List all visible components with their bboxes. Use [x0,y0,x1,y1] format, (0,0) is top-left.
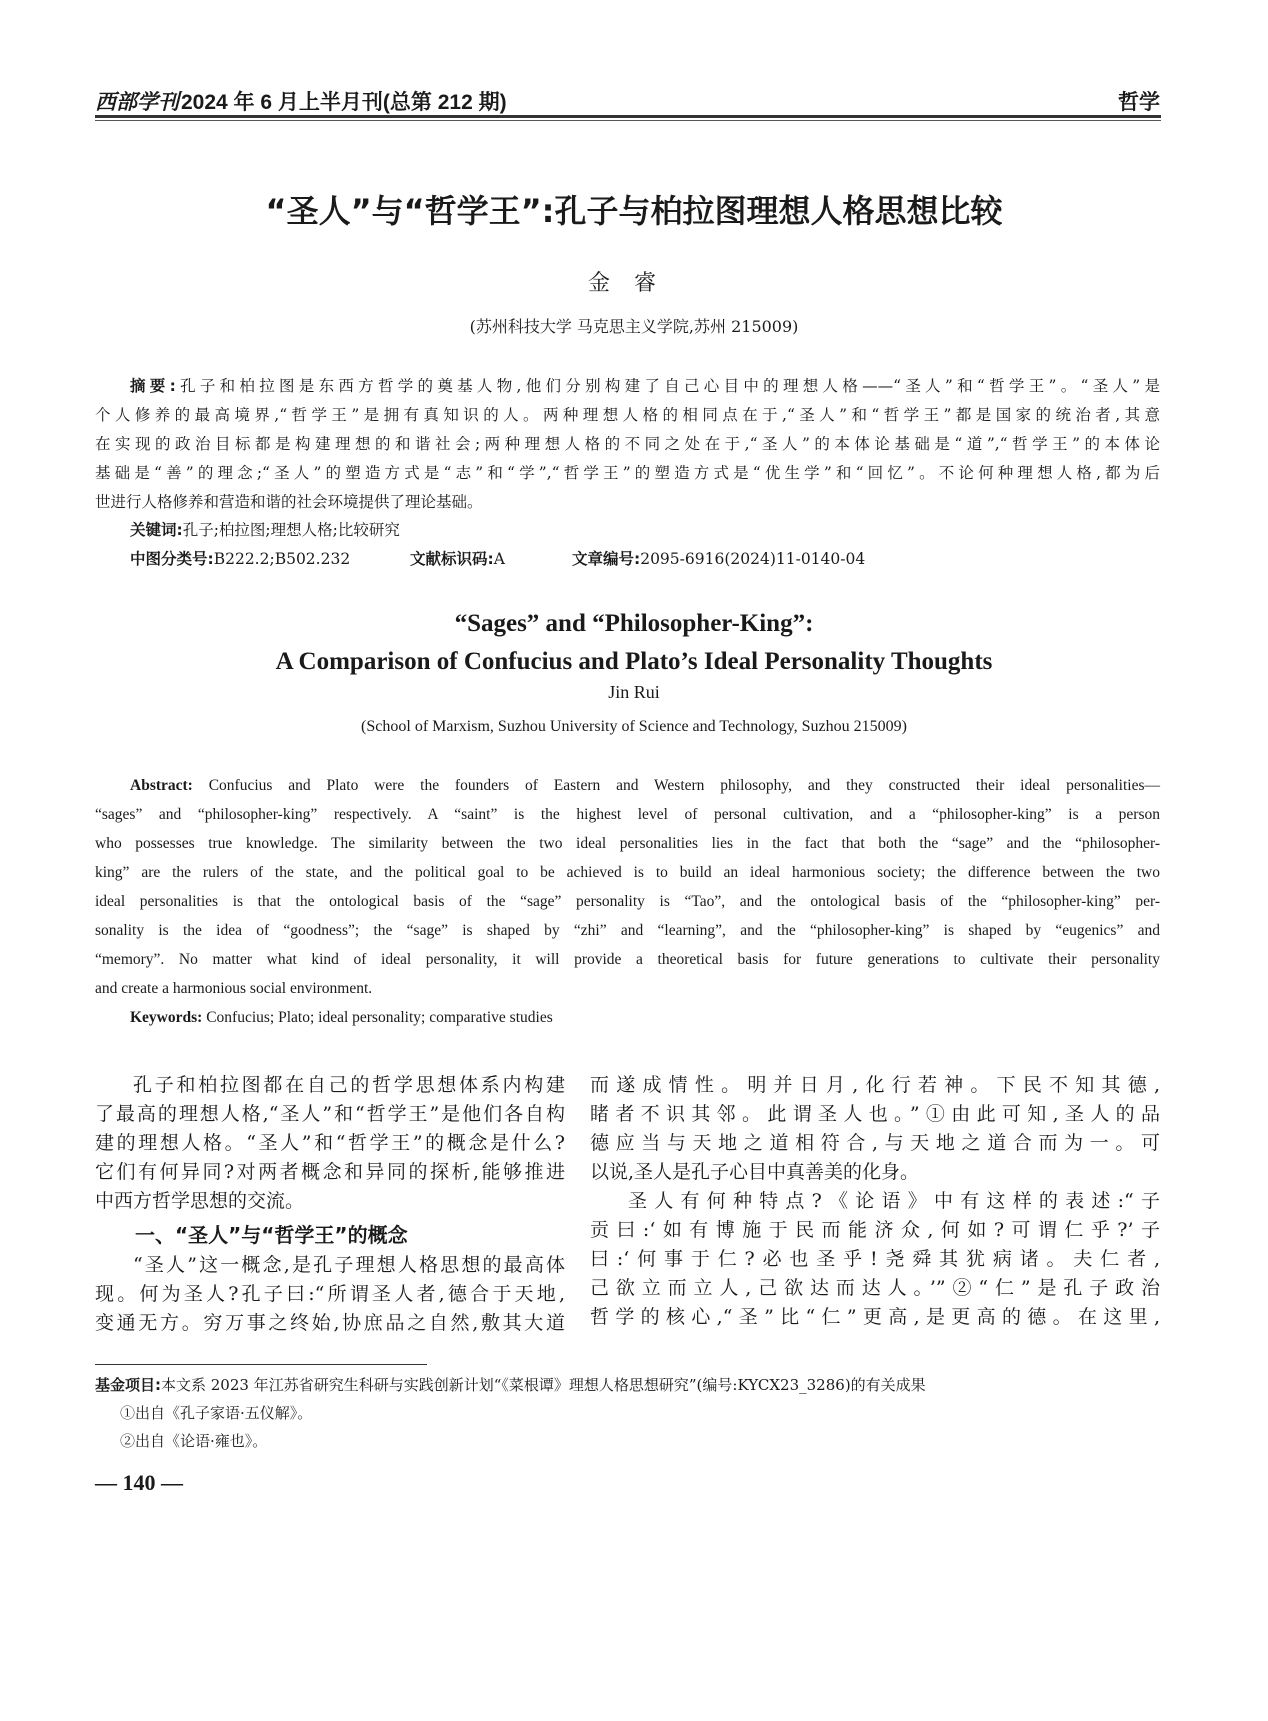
english-title-line-1: “Sages” and “Philosopher-King”: [454,610,814,637]
header-rule [95,115,1161,118]
abstract-en-line: sonality is the idea of “goodness”; the “sage” is shaped by “zhi” and “learning”, and the “philosopher-king” is shaped by “eugenics” and [95,922,1160,939]
body-left-line: 了最高的理想人格,“圣人”和“哲学王”是他们各自构 [95,1103,565,1125]
body-right-line: 己欲立而立人,己欲达而达人。’”②“仁”是孔子政治 [590,1277,1160,1299]
document-code [410,547,505,569]
article-title: “圣人”与“哲学王”:孔子与柏拉图理想人格思想比较 [265,192,1003,230]
body-right-line: 贡曰:‘如有博施于民而能济众,何如?可谓仁乎?’子 [590,1219,1160,1241]
body-left-line: “圣人”这一概念,是孔子理想人格思想的最高体 [133,1254,565,1276]
body-left-line: 中西方哲学思想的交流。 [95,1190,305,1212]
article-number [572,547,865,569]
body-right-line: 德应当与天地之道相符合,与天地之道合而为一。可 [590,1132,1160,1154]
abstract-zh-line: 世进行人格修养和营造和谐的社会环境提供了理论基础。 [95,493,483,511]
fund-label: 基金项目: [95,1376,161,1394]
abstract-en-line: king” are the rulers of the state, and the political goal to be achieved is to build an ideal harmonious society; the difference between the two [95,864,1160,881]
body-left-line: 现。何为圣人?孔子曰:“所谓圣人者,德合于天地, [95,1283,565,1305]
abstract-en-line: and create a harmonious social environment. [95,980,373,997]
doc-code-value: A [493,550,505,568]
body-left-line: 它们有何异同?对两者概念和异同的探析,能够推进 [95,1161,565,1183]
section-heading: 一、“圣人”与“哲学王”的概念 [135,1223,408,1247]
body-right-line: 哲学的核心,“圣”比“仁”更高,是更高的德。在这里, [590,1306,1160,1328]
abstract-en-line: “sages” and “philosopher-king” respectively. A “saint” is the highest level of personal cultivation, and a “philosopher-king” is a person [95,806,1160,823]
body-right-line: 圣人有何种特点?《论语》中有这样的表述:“子 [628,1190,1160,1212]
body-left-line: 孔子和柏拉图都在自己的哲学思想体系内构建 [133,1074,565,1096]
keywords-en [130,1009,553,1027]
article-number-value: 2095-6916(2024)11-0140-04 [640,550,866,568]
body-right-line: 曰:‘何事于仁?必也圣乎!尧舜其犹病诸。夫仁者, [590,1248,1160,1270]
english-author: Jin Rui [608,682,660,702]
doc-code-label: 文献标识码: [410,550,494,568]
body-right-line: 而遂成情性。明并日月,化行若神。下民不知其德, [590,1074,1160,1096]
abstract-zh-line: 个人修养的最高境界,“哲学王”是拥有真知识的人。两种理想人格的相同点在于,“圣人”和“哲学王”都是国家的统治者,其意 [95,406,1160,424]
author-affiliation: (苏州科技大学 马克思主义学院,苏州 215009) [469,317,799,336]
abstract-en-line: “memory”. No matter what kind of ideal personality, it will provide a theoretical basis for future generations to cultivate their personality [95,951,1160,968]
keywords-value: 孔子;柏拉图;理想人格;比较研究 [182,521,400,539]
page-number: — 140 — [95,1470,183,1495]
footnote-2: ②出自《论语·雍也》。 [120,1432,268,1450]
body-right-line: 以说,圣人是孔子心目中真善美的化身。 [590,1161,920,1183]
keywords-zh [130,518,400,540]
classification-number [130,547,350,569]
english-title-line-2: A Comparison of Confucius and Plato’s Ideal Personality Thoughts [275,648,993,675]
fund-note [95,1374,926,1395]
body-right-line: 睹者不识其邻。此谓圣人也。”①由此可知,圣人的品 [590,1103,1160,1125]
body-left-line: 建的理想人格。“圣人”和“哲学王”的概念是什么? [95,1132,565,1154]
section-name: 哲学 [1118,91,1160,114]
abstract-zh-line: 基础是“善”的理念;“圣人”的塑造方式是“志”和“学”,“哲学王”的塑造方式是“优生学”和“回忆”。不论何种理想人格,都为后 [95,464,1160,482]
classification-value: B222.2;B502.232 [213,550,351,568]
abstract-en-line-label: Abstract: [130,777,209,794]
journal-logo: 西部学刊 [95,89,179,114]
abstract-zh-line: 摘要:孔子和柏拉图是东西方哲学的奠基人物,他们分别构建了自己心目中的理想人格——“圣人”和“哲学王”。“圣人”是 [130,377,1160,395]
keywords-en-label: Keywords: [130,1009,203,1026]
footnote-1: ①出自《孔子家语·五仪解》。 [120,1404,313,1422]
abstract-en-line: Abstract: Confucius and Plato were the founders of Eastern and Western philosophy, and they constructed their ideal personalities— [130,777,1160,794]
abstract-zh-line: 在实现的政治目标都是构建理想的和谐社会;两种理想人格的不同之处在于,“圣人”的本体论基础是“道”,“哲学王”的本体论 [95,435,1160,453]
keywords-en-value: Confucius; Plato; ideal personality; comparative studies [206,1009,553,1026]
abstract-zh-line-label: 摘要: [130,377,176,395]
issue-info: 2024 年 6 月上半月刊(总第 212 期) [181,91,507,114]
article-number-label: 文章编号: [572,550,641,568]
classification-label: 中图分类号: [130,550,214,568]
header-rule-thin [95,120,1161,121]
running-header [95,86,507,116]
abstract-en-line: ideal personalities is that the ontological basis of the “sage” personality is “Tao”, and the ontological basis of the “philosopher-king” per- [95,893,1160,910]
fund-text: 本文系 2023 年江苏省研究生科研与实践创新计划“《菜根谭》理想人格思想研究”(编号:KYCX23_3286)的有关成果 [161,1376,926,1394]
footnote-rule [95,1364,427,1365]
abstract-en-line: who possesses true knowledge. The similarity between the two ideal personalities lies in the fact that both the “sage” and the “philosopher- [95,835,1160,852]
keywords-label: 关键词: [130,521,183,539]
english-affiliation: (School of Marxism, Suzhou University of Science and Technology, Suzhou 215009) [361,718,907,735]
body-left-line: 变通无方。穷万事之终始,协庶品之自然,敷其大道 [95,1312,565,1334]
author-name: 金睿 [587,271,680,296]
